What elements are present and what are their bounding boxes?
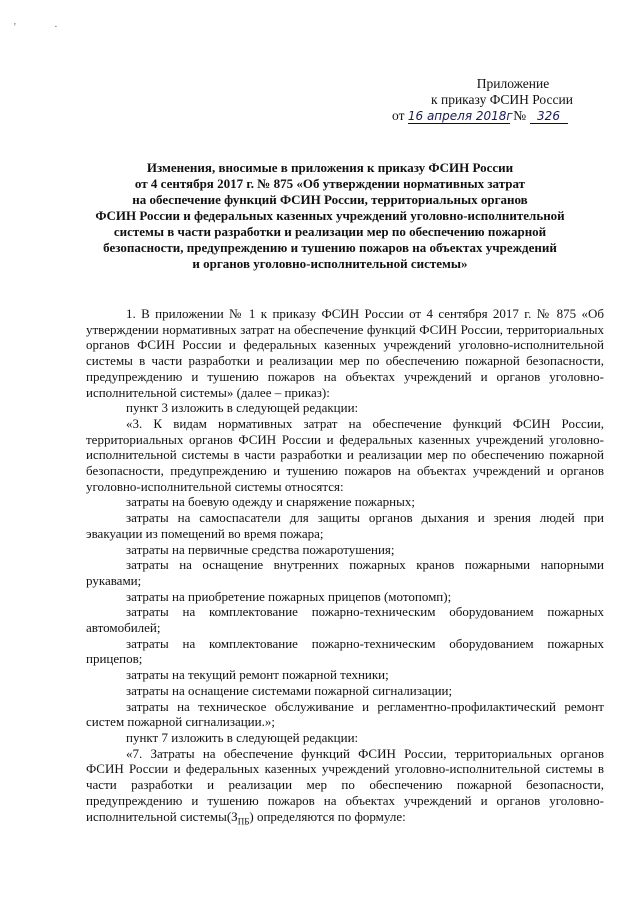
handwritten-number: 326 bbox=[530, 109, 568, 124]
body-paragraph: затраты на самоспасатели для защиты органов дыхания и зрения людей при эвакуации из помещений во время пожара; bbox=[86, 510, 604, 541]
title-line: от 4 сентября 2017 г. № 875 «Об утверждении нормативных затрат bbox=[134, 176, 526, 191]
body-paragraph: затраты на оснащение системами пожарной сигнализации; bbox=[126, 682, 453, 698]
body-paragraph: затраты на комплектование пожарно-техническим оборудованием пожарных прицепов; bbox=[86, 635, 604, 667]
body-paragraph: затраты на первичные средства пожаротушения; bbox=[126, 541, 395, 557]
formula-tail: ) определяются по формуле: bbox=[249, 808, 406, 824]
body-paragraph: 1. В приложении № 1 к приказу ФСИН России от 4 сентября 2017 г. № 875 «Об утверждении нормативных затрат на обеспечение функций ФСИН России, территориальных органов ФСИН России и федеральных казенных учреждений уголовно-исполнительной системы в части разработки и реализации мер по обеспечению пожарной безопасности, предупреждению и тушению пожаров на объектах учреждений и органов уголовно-исполнительной системы» (далее – приказ): bbox=[86, 306, 604, 400]
order-date-number-line bbox=[392, 108, 612, 124]
title-line: на обеспечение функций ФСИН России, территориальных органов bbox=[132, 192, 528, 207]
formula-intro-text: «7. Затраты на обеспечение функций ФСИН России, территориальных органов ФСИН России и федеральных казенных учреждений уголовно-исполнительной системы в части разработки и реализации мер по обеспечению пожарной безопасности, предупреждению и тушению пожаров на объектах учреждений и органов уголовно-исполнительной системы(З bbox=[86, 745, 604, 824]
body-paragraph: затраты на техническое обслуживание и регламентно-профилактический ремонт систем пожарной сигнализации.»; bbox=[86, 698, 604, 730]
scan-specks: ' · bbox=[14, 22, 76, 33]
order-prefix: от bbox=[392, 108, 405, 123]
number-sign: № bbox=[513, 108, 527, 123]
body-paragraph-formula-intro bbox=[86, 746, 604, 825]
title-line: Изменения, вносимые в приложения к приказу ФСИН России bbox=[146, 160, 514, 175]
order-reference: к приказу ФСИН России bbox=[431, 92, 573, 107]
formula-subscript: ПБ bbox=[237, 816, 250, 827]
document-body bbox=[86, 306, 604, 827]
document-title bbox=[80, 160, 580, 272]
body-paragraph: затраты на боевую одежду и снаряжение пожарных; bbox=[126, 494, 415, 510]
title-line: ФСИН России и федеральных казенных учреждений уголовно-исполнительной bbox=[95, 208, 565, 223]
body-paragraph: пункт 3 изложить в следующей редакции: bbox=[126, 400, 359, 416]
appendix-header bbox=[392, 76, 612, 124]
title-line: безопасности, предупреждению и тушению пожаров на объектах учреждений bbox=[103, 240, 557, 255]
handwritten-date: 16 апреля 2018г bbox=[407, 109, 513, 123]
body-paragraph: затраты на оснащение внутренних пожарных кранов пожарными напорными рукавами; bbox=[86, 557, 604, 588]
body-paragraph: пункт 7 изложить в следующей редакции: bbox=[126, 729, 359, 745]
body-paragraph: затраты на текущий ремонт пожарной техники; bbox=[126, 667, 389, 683]
title-line: системы в части разработки и реализации мер по обеспечению пожарной bbox=[113, 224, 547, 239]
body-paragraph: «3. К видам нормативных затрат на обеспечение функций ФСИН России, территориальных органов ФСИН России и федеральных казенных учреждений уголовно-исполнительной системы в части разработки и реализации мер по обеспечению пожарной безопасности, предупреждению и тушению пожаров на объектах учреждений и органов уголовно-исполнительной системы относятся: bbox=[86, 415, 604, 494]
title-line: и органов уголовно-исполнительной системы» bbox=[192, 256, 468, 271]
body-paragraph: затраты на комплектование пожарно-техническим оборудованием пожарных автомобилей; bbox=[86, 604, 604, 636]
appendix-label: Приложение bbox=[476, 76, 550, 91]
body-paragraph: затраты на приобретение пожарных прицепов (мотопомп); bbox=[126, 588, 452, 604]
